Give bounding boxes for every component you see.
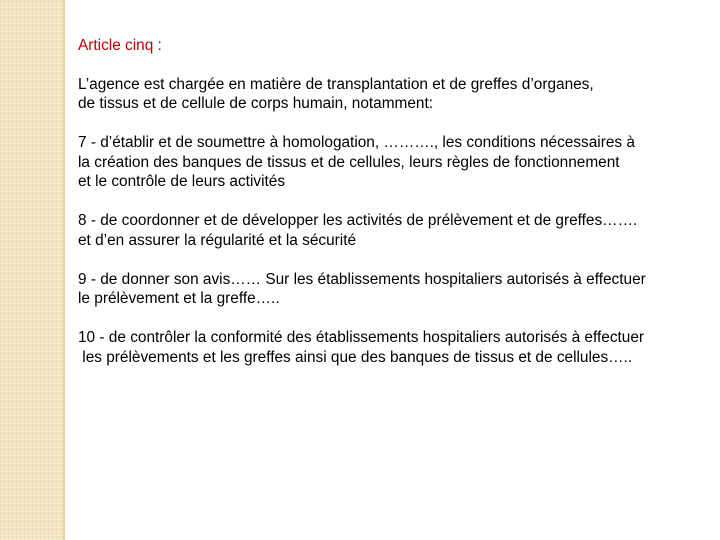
item-9-paragraph xyxy=(78,270,714,309)
paragraph-line: et le contrôle de leurs activités xyxy=(78,173,286,190)
slide-content xyxy=(78,36,714,387)
item-10-paragraph xyxy=(78,328,714,367)
paragraph-line: de tissus et de cellule de corps humain, notamment: xyxy=(78,95,434,112)
paragraph-line: L’agence est chargée en matière de transplantation et de greffes d’organes, xyxy=(78,75,594,93)
article-heading: Article cinq : xyxy=(78,37,162,54)
paragraph-line: et d’en assurer la régularité et la sécurité xyxy=(78,231,357,249)
paragraph-line: 10 - de contrôler la conformité des établissements hospitaliers autorisés à effectuer xyxy=(78,329,645,346)
paragraph-line: la création des banques de tissus et de cellules, leurs règles de fonctionnement xyxy=(78,153,620,171)
paragraph-line: 9 - de donner son avis…… Sur les établissements hospitaliers autorisés à effectuer xyxy=(78,270,646,288)
item-8-paragraph xyxy=(78,211,714,250)
paragraph-line: les prélèvements et les greffes ainsi que des banques de tissus et de cellules….. xyxy=(78,348,633,366)
paragraph-line: 8 - de coordonner et de développer les activités de prélèvement et de greffes……. xyxy=(78,212,638,229)
side-band-divider xyxy=(63,0,65,540)
paragraph-line: le prélèvement et la greffe….. xyxy=(78,290,280,307)
decorative-side-band xyxy=(0,0,63,540)
intro-paragraph xyxy=(78,75,714,114)
paragraph-line: 7 - d’établir et de soumettre à homologation, ………., les conditions nécessaires à xyxy=(78,134,635,151)
item-7-paragraph xyxy=(78,133,714,192)
